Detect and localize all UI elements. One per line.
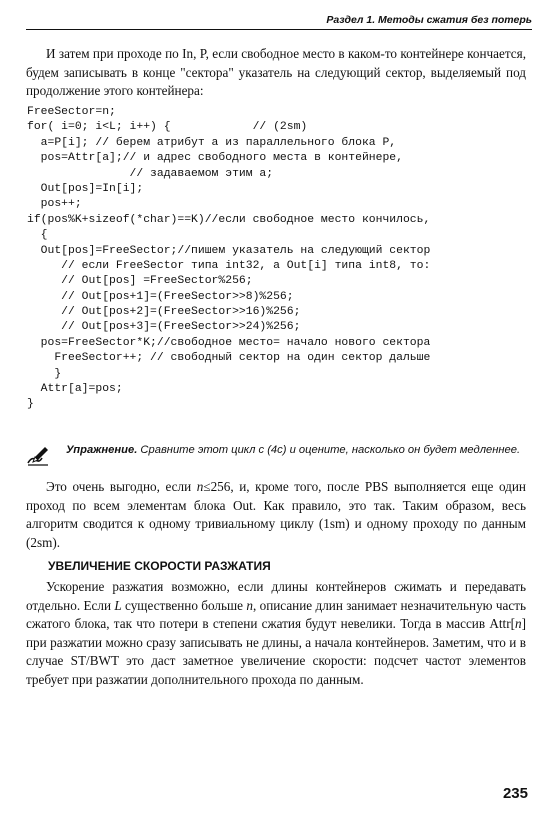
code-line: // Out[pos+1]=(FreeSector>>8)%256; [27, 290, 294, 303]
exercise-text [66, 443, 536, 459]
code-line: // Out[pos] =FreeSector%256; [27, 275, 253, 288]
code-line: } [27, 398, 34, 411]
code-line: pos=Attr[a];// и адрес свободного места в контейнере, [27, 152, 403, 165]
code-line: for( i=0; i<L; i++) { // (2sm) [27, 121, 308, 134]
code-line: pos=FreeSector*K;//свободное место= начало нового сектора [27, 336, 431, 349]
running-header: Раздел 1. Методы сжатия без потерь [26, 14, 532, 30]
code-line: FreeSector++; // свободный сектор на один сектор дальше [27, 352, 431, 365]
exercise-body: Сравните этот цикл с (4c) и оцените, насколько он будет медленнее. [137, 444, 521, 456]
code-line: Out[pos]=In[i]; [27, 182, 144, 195]
code-line: Out[pos]=FreeSector;//пишем указатель на следующий сектор [27, 244, 431, 257]
code-line: // если FreeSector типа int32, а Out[i] типа int8, то: [27, 259, 431, 272]
code-line: // Out[pos+3]=(FreeSector>>24)%256; [27, 321, 301, 334]
code-line: { [27, 229, 48, 242]
code-line: a=P[i]; // берем атрибут a из параллельного блока P, [27, 136, 397, 149]
code-line: } [27, 367, 62, 380]
code-line: // задаваемом этим a; [27, 167, 274, 180]
intro-paragraph: И затем при проходе по In, P, если свободное место в каком-то контейнере кончается, будем записывать в конце "сектора" указатель на следующий сектор, выделяемый под продолжение этого контейнера: [26, 46, 526, 99]
code-line: // Out[pos+2]=(FreeSector>>16)%256; [27, 306, 301, 319]
code-listing [27, 105, 547, 413]
pencil-writing-icon [26, 444, 50, 466]
code-line: if(pos%K+sizeof(*char)==K)//если свободное место кончилось, [27, 213, 431, 226]
paragraph-3: Ускорение разжатия возможно, если длины контейнеров сжимать и передавать отдельно. Если L существенно больше n, описание длин занимает незначительную часть сжатого блока, так что потери в степени сжатия будут невелики. Тогда в массив Attr[n] при разжатии можно сразу записывать не длины, а начала контейнеров. Заметим, что и в случае ST/BWT это даст заметное увеличение скорости: подсчет частот элементов требует при разжатии дополнительного прохода по данным. [26, 579, 526, 687]
code-line: Attr[a]=pos; [27, 383, 123, 396]
exercise-label: Упражнение. [66, 444, 138, 456]
page-number: 235 [502, 785, 528, 802]
code-line: FreeSector=n; [27, 106, 116, 118]
code-line: pos++; [27, 198, 82, 211]
paragraph-2: Это очень выгодно, если n≤256, и, кроме того, после PBS выполняется еще один проход по всем элементам блока Out. Как правило, это так. Таким образом, весь алгоритм сводится к одному тривиальному циклу (1sm) и одному проходу по данным (2sm). [26, 479, 526, 550]
section-title: УВЕЛИЧЕНИЕ СКОРОСТИ РАЗЖАТИЯ [48, 559, 271, 573]
